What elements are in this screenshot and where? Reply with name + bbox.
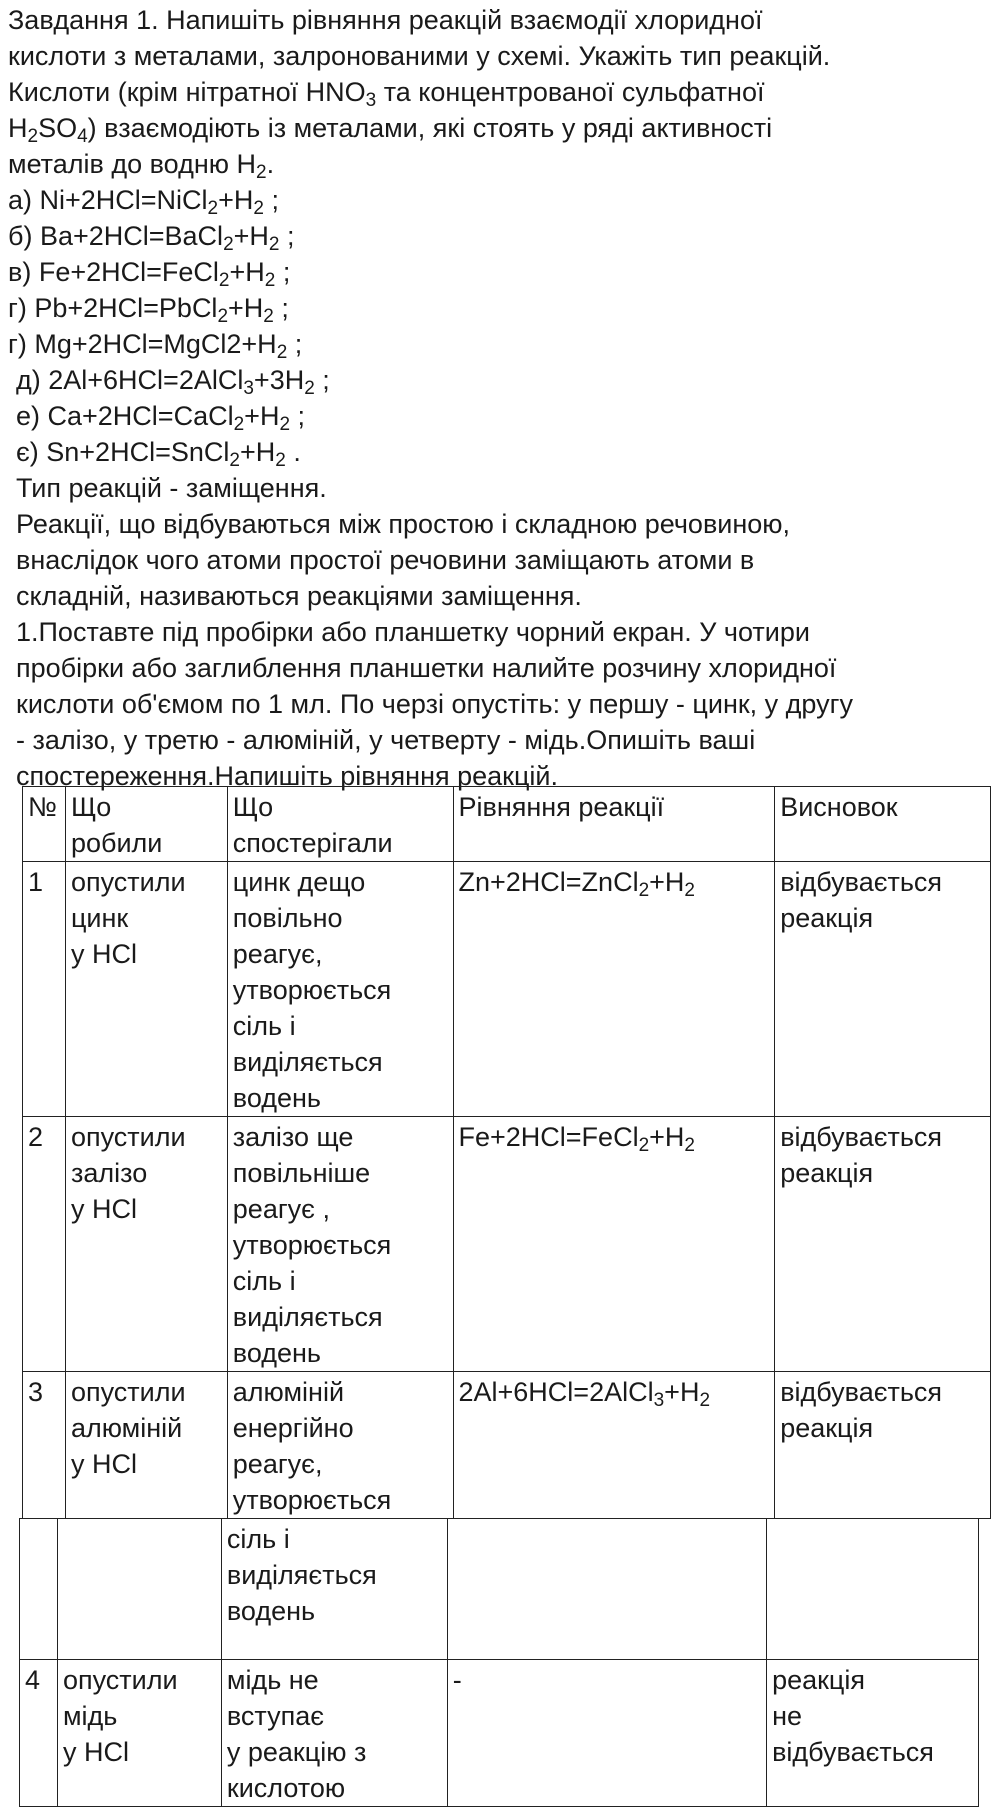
cell-observed-line: водень: [232, 1083, 321, 1113]
cell-did-line: у HCl: [70, 939, 137, 969]
cell-equation-text: $2Al+6HCl=2AlCl_3+H_2$: [458, 1377, 711, 1411]
task-line: металів до водню $H_2$.: [8, 149, 275, 183]
cell-did: [65, 1372, 227, 1519]
header-did-line: Що: [70, 792, 112, 822]
experiment-table: [22, 786, 991, 1519]
cell-did-line: алюміній: [70, 1413, 183, 1443]
cell-did: [57, 1660, 221, 1807]
cell-equation: [453, 1372, 775, 1519]
table-header-row: [23, 787, 991, 862]
equation-list: [8, 182, 984, 470]
cell-observed-line: водень: [226, 1596, 316, 1626]
header-observed: [227, 787, 453, 862]
cell-observed-line: повільно: [232, 903, 343, 933]
cell-observed: [221, 1660, 447, 1807]
header-num-text: №: [28, 792, 57, 822]
cell-num: [20, 1519, 58, 1660]
equation-line: б) $Ba+2HCl=BaCl_2+H_2$ ;: [8, 221, 295, 255]
cell-num: [23, 862, 66, 1117]
task-line: Завдання 1. Напишіть рівняння реакцій взаємодії хлоридної: [8, 5, 763, 35]
cell-observed-line: утворюється: [232, 975, 392, 1005]
cell-conclusion-line: відбувається: [780, 867, 943, 897]
cell-equation: [453, 862, 775, 1117]
experiment-text: [8, 614, 984, 794]
table-row: [23, 1117, 991, 1372]
header-observed-line: Що: [232, 792, 274, 822]
equation-line: г) $Pb+2HCl=PbCl_2+H_2$ ;: [8, 293, 289, 327]
cell-num: [20, 1660, 58, 1807]
cell-num: [23, 1372, 66, 1519]
cell-conclusion: [775, 1117, 991, 1372]
definition-line: складній, називаються реакціями заміщення.: [16, 581, 582, 611]
cell-num-text: 3: [28, 1377, 44, 1407]
cell-observed-line: цинк дещо: [232, 867, 366, 897]
cell-did-line: у HCl: [70, 1449, 137, 1479]
cell-observed-line: сіль і: [232, 1266, 296, 1296]
definition-line: внаслідок чого атоми простої речовини заміщають атоми в: [16, 545, 755, 575]
cell-conclusion-line: відбувається: [772, 1737, 934, 1767]
cell-num-text: 1: [28, 867, 44, 897]
cell-observed-line: реагує,: [232, 939, 323, 969]
cell-observed-line: алюміній: [232, 1377, 345, 1407]
cell-observed-line: повільніше: [232, 1158, 371, 1188]
cell-equation: [453, 1117, 775, 1372]
cell-conclusion-line: відбувається: [780, 1377, 943, 1407]
cell-observed-line: у реакцію з: [226, 1737, 367, 1767]
cell-equation-text: $Zn+2HCl=ZnCl_2+H_2$: [458, 867, 695, 901]
cell-did-line: опустили: [70, 1122, 186, 1152]
cell-equation: [447, 1660, 766, 1807]
experiment-table-continued: [19, 1518, 979, 1807]
cell-conclusion-line: реакція: [772, 1665, 866, 1695]
reaction-type-line: Тип реакцій - заміщення.: [16, 473, 327, 503]
cell-equation-text: $Fe+2HCl=FeCl_2+H_2$: [458, 1122, 695, 1156]
table-row-continued: [20, 1519, 979, 1660]
definition-line: Реакції, що відбуваються між простою і складною речовиною,: [16, 509, 791, 539]
cell-observed-line: виділяється: [226, 1560, 377, 1590]
cell-num-text: 4: [25, 1665, 41, 1695]
cell-observed-line: вступає: [226, 1701, 324, 1731]
equation-line: є) $Sn+2HCl=SnCl_2+H_2$ .: [16, 437, 301, 471]
cell-observed-line: енергійно: [232, 1413, 354, 1443]
cell-conclusion-line: не: [772, 1701, 802, 1731]
cell-did-line: у HCl: [62, 1737, 129, 1767]
document-page: [8, 2, 984, 794]
cell-observed-line: водень: [232, 1338, 321, 1368]
equation-line: е) $Ca+2HCl=CaCl_2+H_2$ ;: [16, 401, 306, 435]
cell-observed: [227, 1372, 453, 1519]
cell-did-line: залізо: [70, 1158, 148, 1188]
table-row: [23, 1372, 991, 1519]
cell-observed-line: реагує ,: [232, 1194, 330, 1224]
equation-line: д) $2Al+6HCl=2AlCl_3+3H_2$ ;: [16, 365, 330, 399]
cell-did-line: опустили: [62, 1665, 178, 1695]
cell-num-text: 2: [28, 1122, 44, 1152]
cell-did: [65, 862, 227, 1117]
cell-did-line: опустили: [70, 1377, 186, 1407]
definition-text: [8, 506, 984, 614]
cell-conclusion-line: відбувається: [780, 1122, 943, 1152]
cell-observed-line: сіль і: [226, 1524, 290, 1554]
cell-observed-line: реагує,: [232, 1449, 323, 1479]
header-conclusion-text: Висновок: [780, 792, 898, 822]
cell-observed: [227, 1117, 453, 1372]
cell-conclusion-line: реакція: [780, 1413, 874, 1443]
cell-did-line: опустили: [70, 867, 186, 897]
cell-observed: [227, 862, 453, 1117]
cell-observed-line: утворюється: [232, 1485, 392, 1515]
experiment-line: кислоти об'ємом по 1 мл. По черзі опустіть: у першу - цинк, у другу: [16, 689, 853, 719]
equation-line: в) $Fe+2HCl=FeCl_2+H_2$ ;: [8, 257, 291, 291]
experiment-line: - залізо, у третю - алюміній, у четверту - мідь.Опишіть ваші: [16, 725, 756, 755]
cell-equation-text: -: [452, 1665, 462, 1695]
equation-line: г) $Mg+2HCl=MgCl2+H_2$ ;: [8, 329, 303, 363]
cell-conclusion-line: реакція: [780, 1158, 874, 1188]
cell-conclusion: [767, 1660, 979, 1807]
header-conclusion: [775, 787, 991, 862]
cell-conclusion: [775, 862, 991, 1117]
cell-observed-line: утворюється: [232, 1230, 392, 1260]
cell-equation: [447, 1519, 766, 1660]
experiment-line: 1.Поставте під пробірки або планшетку чорний екран. У чотири: [16, 617, 810, 647]
cell-observed-line: мідь не: [226, 1665, 319, 1695]
cell-observed-line: сіль і: [232, 1011, 296, 1041]
cell-observed-line: кислотою: [226, 1773, 346, 1803]
cell-did: [57, 1519, 221, 1660]
cell-conclusion-line: реакція: [780, 903, 874, 933]
cell-did: [65, 1117, 227, 1372]
header-did: [65, 787, 227, 862]
header-did-line: робили: [70, 828, 163, 858]
table-row: [20, 1660, 979, 1807]
cell-conclusion: [767, 1519, 979, 1660]
task-line: Кислоти (крім нітратної $HNO_3$ та концентрованої сульфатної: [8, 77, 765, 111]
equation-line: а) $Ni+2HCl=NiCl_2+H_2$ ;: [8, 185, 279, 219]
table-row: [23, 862, 991, 1117]
header-num: [23, 787, 66, 862]
cell-observed-line: виділяється: [232, 1047, 383, 1077]
experiment-line: спостереження.Напишіть рівняння реакцій.: [16, 761, 559, 791]
header-observed-line: спостерігали: [232, 828, 393, 858]
header-equation-text: Рівняння реакції: [458, 792, 665, 822]
cell-observed: [221, 1519, 447, 1660]
cell-conclusion: [775, 1372, 991, 1519]
header-equation: [453, 787, 775, 862]
task-line: $H_2SO_4$) взаємодіють із металами, які стоять у ряді активності: [8, 113, 773, 147]
experiment-line: пробірки або заглиблення планшетки налийте розчину хлоридної: [16, 653, 837, 683]
cell-observed-line: залізо ще: [232, 1122, 354, 1152]
task-text: [8, 2, 984, 182]
cell-did-line: у HCl: [70, 1194, 137, 1224]
cell-num: [23, 1117, 66, 1372]
cell-observed-line: виділяється: [232, 1302, 383, 1332]
task-line: кислоти з металами, залронованими у схемі. Укажіть тип реакцій.: [8, 41, 831, 71]
cell-did-line: мідь: [62, 1701, 118, 1731]
cell-did-line: цинк: [70, 903, 129, 933]
